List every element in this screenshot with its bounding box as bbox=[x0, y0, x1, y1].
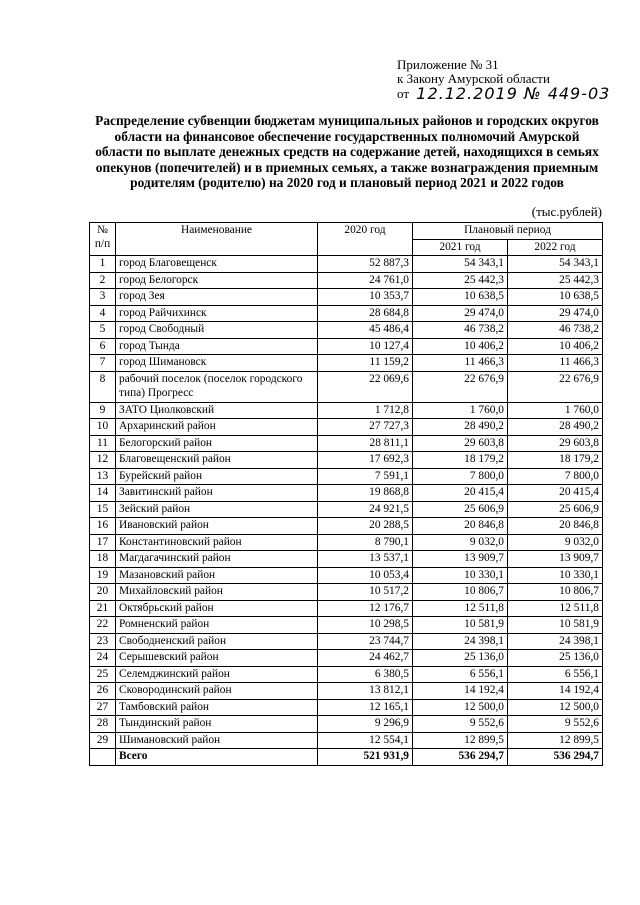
table-row bbox=[90, 551, 603, 568]
value-2022: 29 474,0 bbox=[508, 305, 603, 322]
total-row bbox=[90, 749, 603, 766]
value-2020: 52 887,3 bbox=[318, 256, 413, 273]
allocation-table bbox=[89, 222, 603, 766]
value-2022: 10 581,9 bbox=[508, 617, 603, 634]
row-name: Селемджинский район bbox=[116, 666, 318, 683]
header-num: № п/п bbox=[90, 223, 116, 256]
value-2020: 7 591,1 bbox=[318, 468, 413, 485]
value-2020: 17 692,3 bbox=[318, 452, 413, 469]
value-2021: 20 415,4 bbox=[413, 485, 508, 502]
row-number: 1 bbox=[90, 256, 116, 273]
row-number: 7 bbox=[90, 355, 116, 372]
value-2022: 10 638,5 bbox=[508, 289, 603, 306]
value-2022: 54 343,1 bbox=[508, 256, 603, 273]
attachment-header bbox=[397, 58, 627, 101]
header-plan-period: Плановый период bbox=[413, 223, 603, 240]
document-title: Распределение субвенции бюджетам муниципальных районов и городских округов области на финансовое обеспечение государственных полномочий Амурской области по выплате денежных средств на содержание детей, находящихся в семьях опекунов (попечителей) и в приемных семьях, а также вознаграждения приемным родителям (родителю) на 2020 год и плановый период 2021 и 2022 годов bbox=[95, 113, 599, 190]
value-2022: 13 909,7 bbox=[508, 551, 603, 568]
row-name: город Свободный bbox=[116, 322, 318, 339]
value-2020: 9 296,9 bbox=[318, 716, 413, 733]
value-2022: 6 556,1 bbox=[508, 666, 603, 683]
value-2021: 46 738,2 bbox=[413, 322, 508, 339]
value-2022: 11 466,3 bbox=[508, 355, 603, 372]
table-row bbox=[90, 419, 603, 436]
row-number: 15 bbox=[90, 501, 116, 518]
total-2021: 536 294,7 bbox=[413, 749, 508, 766]
row-number: 26 bbox=[90, 683, 116, 700]
row-number: 28 bbox=[90, 716, 116, 733]
row-number: 3 bbox=[90, 289, 116, 306]
table-row bbox=[90, 732, 603, 749]
row-name: Завитинский район bbox=[116, 485, 318, 502]
value-2022: 28 490,2 bbox=[508, 419, 603, 436]
value-2020: 10 517,2 bbox=[318, 584, 413, 601]
row-name: Шимановский район bbox=[116, 732, 318, 749]
row-name: Архаринский район bbox=[116, 419, 318, 436]
value-2021: 10 638,5 bbox=[413, 289, 508, 306]
value-2021: 10 406,2 bbox=[413, 338, 508, 355]
row-number: 25 bbox=[90, 666, 116, 683]
row-name: город Райчихинск bbox=[116, 305, 318, 322]
value-2021: 28 490,2 bbox=[413, 419, 508, 436]
row-number: 12 bbox=[90, 452, 116, 469]
value-2021: 6 556,1 bbox=[413, 666, 508, 683]
row-name: Мазановский район bbox=[116, 567, 318, 584]
table-row bbox=[90, 322, 603, 339]
row-number: 21 bbox=[90, 600, 116, 617]
value-2021: 10 330,1 bbox=[413, 567, 508, 584]
row-name: Сковородинский район bbox=[116, 683, 318, 700]
value-2022: 10 406,2 bbox=[508, 338, 603, 355]
row-name: ЗАТО Циолковский bbox=[116, 402, 318, 419]
value-2020: 10 298,5 bbox=[318, 617, 413, 634]
value-2020: 1 712,8 bbox=[318, 402, 413, 419]
value-2021: 25 606,9 bbox=[413, 501, 508, 518]
row-number: 8 bbox=[90, 371, 116, 402]
row-name: Октябрьский район bbox=[116, 600, 318, 617]
value-2020: 10 127,4 bbox=[318, 338, 413, 355]
value-2021: 9 032,0 bbox=[413, 534, 508, 551]
value-2020: 12 554,1 bbox=[318, 732, 413, 749]
table-row bbox=[90, 452, 603, 469]
value-2021: 54 343,1 bbox=[413, 256, 508, 273]
row-name: Ромненский район bbox=[116, 617, 318, 634]
total-blank bbox=[90, 749, 116, 766]
value-2022: 46 738,2 bbox=[508, 322, 603, 339]
value-2021: 24 398,1 bbox=[413, 633, 508, 650]
value-2022: 29 603,8 bbox=[508, 435, 603, 452]
value-2022: 14 192,4 bbox=[508, 683, 603, 700]
table-row bbox=[90, 600, 603, 617]
value-2020: 24 761,0 bbox=[318, 272, 413, 289]
value-2022: 22 676,9 bbox=[508, 371, 603, 402]
row-name: город Зея bbox=[116, 289, 318, 306]
table-row bbox=[90, 468, 603, 485]
table-row bbox=[90, 289, 603, 306]
row-name: город Шимановск bbox=[116, 355, 318, 372]
value-2020: 28 684,8 bbox=[318, 305, 413, 322]
value-2020: 24 462,7 bbox=[318, 650, 413, 667]
value-2021: 12 500,0 bbox=[413, 699, 508, 716]
table-row bbox=[90, 501, 603, 518]
value-2022: 10 330,1 bbox=[508, 567, 603, 584]
row-number: 24 bbox=[90, 650, 116, 667]
value-2022: 9 032,0 bbox=[508, 534, 603, 551]
total-2020: 521 931,9 bbox=[318, 749, 413, 766]
value-2020: 13 812,1 bbox=[318, 683, 413, 700]
row-number: 10 bbox=[90, 419, 116, 436]
value-2021: 29 474,0 bbox=[413, 305, 508, 322]
row-name: Магдагачинский район bbox=[116, 551, 318, 568]
value-2022: 25 606,9 bbox=[508, 501, 603, 518]
row-name: Серышевский район bbox=[116, 650, 318, 667]
value-2020: 28 811,1 bbox=[318, 435, 413, 452]
table-row bbox=[90, 338, 603, 355]
value-2021: 29 603,8 bbox=[413, 435, 508, 452]
table-row bbox=[90, 683, 603, 700]
value-2020: 19 868,8 bbox=[318, 485, 413, 502]
header-2022: 2022 год bbox=[508, 239, 603, 256]
table-row bbox=[90, 485, 603, 502]
table-row bbox=[90, 402, 603, 419]
value-2020: 8 790,1 bbox=[318, 534, 413, 551]
row-number: 5 bbox=[90, 322, 116, 339]
value-2021: 9 552,6 bbox=[413, 716, 508, 733]
value-2021: 22 676,9 bbox=[413, 371, 508, 402]
table-row bbox=[90, 617, 603, 634]
row-number: 22 bbox=[90, 617, 116, 634]
row-name: Благовещенский район bbox=[116, 452, 318, 469]
value-2020: 10 053,4 bbox=[318, 567, 413, 584]
value-2022: 25 442,3 bbox=[508, 272, 603, 289]
value-2020: 27 727,3 bbox=[318, 419, 413, 436]
attachment-number: Приложение № 31 bbox=[397, 57, 499, 72]
row-number: 23 bbox=[90, 633, 116, 650]
value-2022: 24 398,1 bbox=[508, 633, 603, 650]
table-row bbox=[90, 518, 603, 535]
row-number: 20 bbox=[90, 584, 116, 601]
row-number: 17 bbox=[90, 534, 116, 551]
value-2021: 12 511,8 bbox=[413, 600, 508, 617]
value-2021: 11 466,3 bbox=[413, 355, 508, 372]
row-name: Тындинский район bbox=[116, 716, 318, 733]
row-number: 2 bbox=[90, 272, 116, 289]
value-2021: 25 442,3 bbox=[413, 272, 508, 289]
row-number: 18 bbox=[90, 551, 116, 568]
table-row bbox=[90, 305, 603, 322]
value-2022: 18 179,2 bbox=[508, 452, 603, 469]
units-label: (тыс.рублей) bbox=[531, 204, 602, 219]
row-name: Зейский район bbox=[116, 501, 318, 518]
value-2021: 12 899,5 bbox=[413, 732, 508, 749]
row-number: 9 bbox=[90, 402, 116, 419]
value-2021: 10 806,7 bbox=[413, 584, 508, 601]
row-name: Свободненский район bbox=[116, 633, 318, 650]
total-2022: 536 294,7 bbox=[508, 749, 603, 766]
table-row bbox=[90, 699, 603, 716]
value-2020: 13 537,1 bbox=[318, 551, 413, 568]
row-name: город Белогорск bbox=[116, 272, 318, 289]
header-name: Наименование bbox=[116, 223, 318, 256]
value-2022: 12 511,8 bbox=[508, 600, 603, 617]
row-name: Михайловский район bbox=[116, 584, 318, 601]
row-name: рабочий поселок (поселок городского типа) Прогресс bbox=[116, 371, 318, 402]
value-2022: 10 806,7 bbox=[508, 584, 603, 601]
value-2022: 12 899,5 bbox=[508, 732, 603, 749]
value-2022: 25 136,0 bbox=[508, 650, 603, 667]
value-2022: 20 415,4 bbox=[508, 485, 603, 502]
value-2020: 12 165,1 bbox=[318, 699, 413, 716]
value-2022: 1 760,0 bbox=[508, 402, 603, 419]
row-number: 13 bbox=[90, 468, 116, 485]
row-number: 4 bbox=[90, 305, 116, 322]
value-2021: 20 846,8 bbox=[413, 518, 508, 535]
row-name: Константиновский район bbox=[116, 534, 318, 551]
value-2020: 22 069,6 bbox=[318, 371, 413, 402]
header-2020: 2020 год bbox=[318, 223, 413, 256]
value-2022: 9 552,6 bbox=[508, 716, 603, 733]
value-2021: 7 800,0 bbox=[413, 468, 508, 485]
attachment-law: к Закону Амурской области bbox=[397, 71, 550, 86]
value-2021: 25 136,0 bbox=[413, 650, 508, 667]
table-row bbox=[90, 584, 603, 601]
row-number: 6 bbox=[90, 338, 116, 355]
row-name: Ивановский район bbox=[116, 518, 318, 535]
value-2022: 7 800,0 bbox=[508, 468, 603, 485]
row-name: Белогорский район bbox=[116, 435, 318, 452]
table-body bbox=[90, 256, 603, 766]
value-2020: 12 176,7 bbox=[318, 600, 413, 617]
table-row bbox=[90, 272, 603, 289]
table-row bbox=[90, 633, 603, 650]
attachment-date-prefix: от bbox=[397, 86, 410, 101]
value-2020: 11 159,2 bbox=[318, 355, 413, 372]
table-row bbox=[90, 355, 603, 372]
row-name: город Тында bbox=[116, 338, 318, 355]
value-2021: 18 179,2 bbox=[413, 452, 508, 469]
table-row bbox=[90, 716, 603, 733]
value-2021: 10 581,9 bbox=[413, 617, 508, 634]
value-2022: 20 846,8 bbox=[508, 518, 603, 535]
table-row bbox=[90, 567, 603, 584]
row-number: 29 bbox=[90, 732, 116, 749]
value-2022: 12 500,0 bbox=[508, 699, 603, 716]
value-2020: 23 744,7 bbox=[318, 633, 413, 650]
value-2020: 24 921,5 bbox=[318, 501, 413, 518]
row-name: город Благовещенск bbox=[116, 256, 318, 273]
value-2020: 6 380,5 bbox=[318, 666, 413, 683]
table-row bbox=[90, 435, 603, 452]
row-number: 27 bbox=[90, 699, 116, 716]
table-row bbox=[90, 666, 603, 683]
attachment-date-line bbox=[397, 86, 627, 101]
row-number: 19 bbox=[90, 567, 116, 584]
value-2020: 45 486,4 bbox=[318, 322, 413, 339]
value-2020: 10 353,7 bbox=[318, 289, 413, 306]
value-2021: 14 192,4 bbox=[413, 683, 508, 700]
value-2020: 20 288,5 bbox=[318, 518, 413, 535]
value-2021: 1 760,0 bbox=[413, 402, 508, 419]
row-number: 14 bbox=[90, 485, 116, 502]
table-row bbox=[90, 650, 603, 667]
table-row bbox=[90, 256, 603, 273]
row-name: Тамбовский район bbox=[116, 699, 318, 716]
handwritten-date-number: 12.12.2019 № 449-03 bbox=[416, 84, 611, 103]
row-number: 11 bbox=[90, 435, 116, 452]
table-row bbox=[90, 371, 603, 402]
row-name: Бурейский район bbox=[116, 468, 318, 485]
row-number: 16 bbox=[90, 518, 116, 535]
value-2021: 13 909,7 bbox=[413, 551, 508, 568]
total-label: Всего bbox=[116, 749, 318, 766]
header-2021: 2021 год bbox=[413, 239, 508, 256]
table-row bbox=[90, 534, 603, 551]
